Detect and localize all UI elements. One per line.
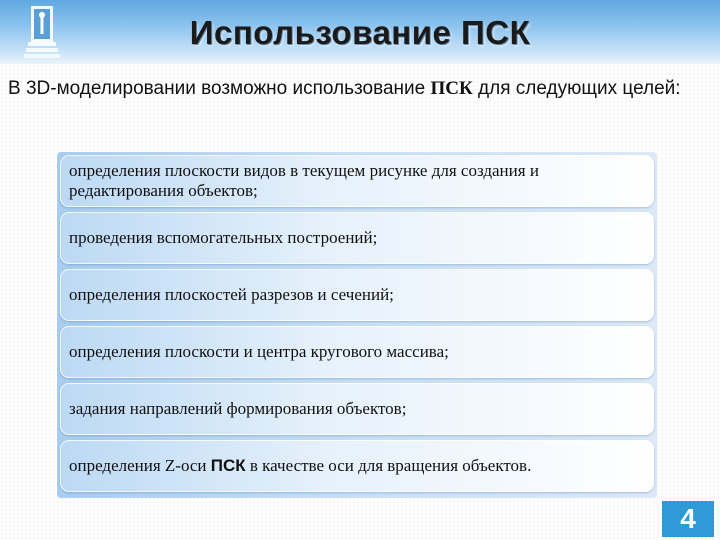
list-item-text: определения плоскости видов в текущем рисунке для создания и редактирования объектов;: [69, 161, 539, 200]
list-item: [60, 440, 654, 492]
list-item-text: проведения вспомогательных построений;: [69, 228, 378, 247]
last-item-before: определения Z-оси: [69, 456, 211, 475]
list-item-text: определения плоскостей разрезов и сечений;: [69, 285, 394, 304]
list-item-text: [69, 456, 531, 476]
intro-before: В 3D-моделировании возможно использование: [8, 78, 431, 99]
intro-bold: ПСК: [430, 78, 473, 99]
list-item: [60, 326, 654, 378]
last-item-bold: ПСК: [210, 456, 246, 475]
list-item: [60, 212, 654, 264]
slide-title: Использование ПСК: [189, 14, 531, 51]
last-item-after: в качестве оси для вращения объектов.: [245, 456, 532, 475]
intro-after: для следующих целей:: [472, 78, 681, 99]
purpose-list: [57, 152, 657, 498]
list-item: [60, 155, 654, 207]
list-item: [60, 269, 654, 321]
list-item: [60, 383, 654, 435]
intro-text: [8, 76, 716, 102]
list-item-text: задания направлений формирования объектов;: [69, 399, 407, 418]
page-number-badge: 4: [662, 501, 714, 537]
list-item-text: определения плоскости и центра кругового массива;: [69, 342, 449, 361]
slide-header: [0, 0, 720, 64]
